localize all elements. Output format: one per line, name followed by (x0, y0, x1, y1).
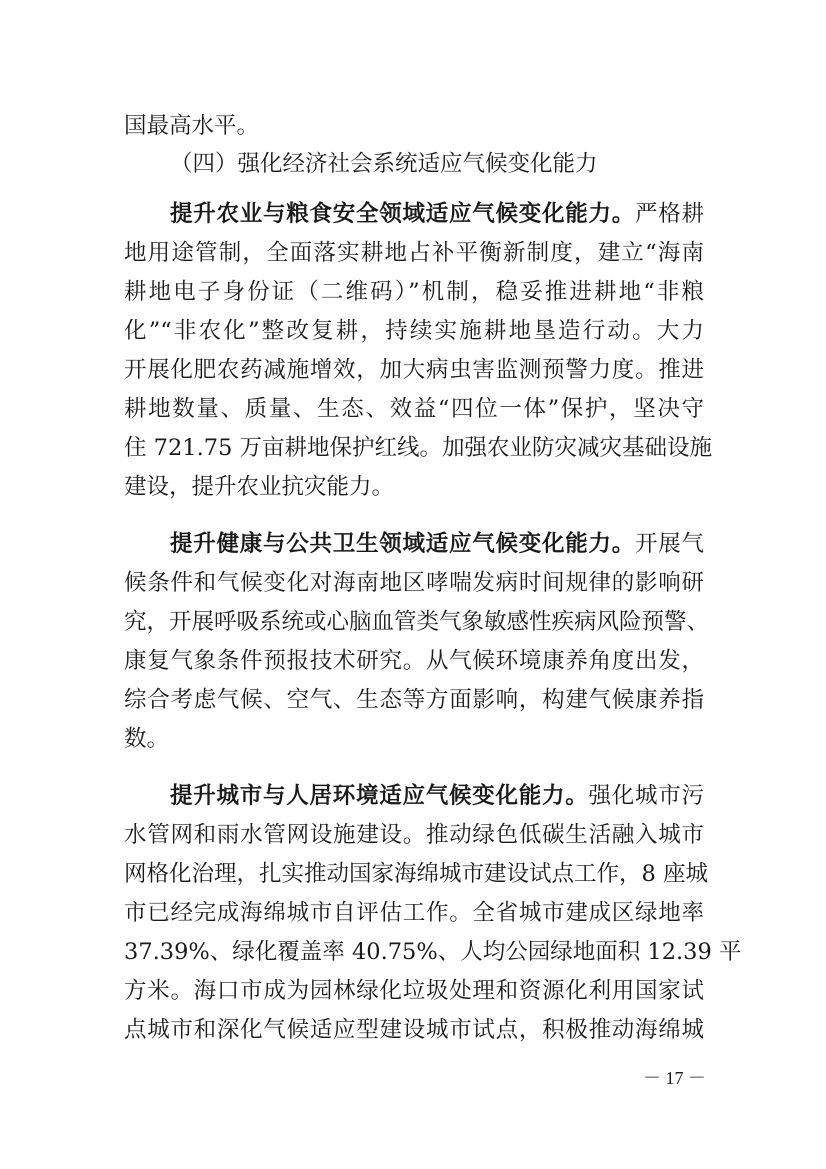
continuation-text: 国最高水平。 (124, 113, 260, 139)
paragraph-agriculture-line-7: 住 721.75 万亩耕地保护红线。加强农业防灾减灾基础设施 (124, 435, 713, 461)
paragraph-agriculture-title: 提升农业与粮食安全领域适应气候变化能力。 (170, 201, 635, 227)
paragraph-urban-line-2: 水管网和雨水管网设施建设。推动绿色低碳生活融入城市 (124, 822, 704, 848)
paragraph-health-line-2: 候条件和气候变化对海南地区哮喘发病时间规律的影响研 (124, 570, 704, 596)
paragraph-agriculture-line-3: 耕地电子身份证（二维码）”机制，稳妥推进耕地“非粮 (124, 279, 704, 305)
paragraph-agriculture-line-6: 耕地数量、质量、生态、效益“四位一体”保护，坚决守 (124, 396, 704, 422)
paragraph-health-title: 提升健康与公共卫生领域适应气候变化能力。 (170, 531, 635, 557)
paragraph-urban-line-4: 市已经完成海绵城市自评估工作。全省城市建成区绿地率 (124, 900, 704, 926)
page-number: － 17 － (643, 1068, 706, 1088)
paragraph-urban-title: 提升城市与人居环境适应气候变化能力。 (170, 783, 589, 809)
paragraph-agriculture-line-2: 地用途管制，全面落实耕地占补平衡新制度，建立“海南 (124, 240, 704, 266)
section-heading: （四）强化经济社会系统适应气候变化能力 (170, 151, 598, 177)
paragraph-health-line-5: 综合考虑气候、空气、生态等方面影响，构建气候康养指 (124, 687, 704, 713)
paragraph-urban-line-1: 提升城市与人居环境适应气候变化能力。强化城市污 (170, 783, 704, 809)
paragraph-health-line-1: 提升健康与公共卫生领域适应气候变化能力。开展气 (170, 531, 704, 557)
paragraph-urban-line-5: 37.39%、绿化覆盖率 40.75%、人均公园绿地面积 12.39 平 (124, 939, 742, 965)
paragraph-agriculture-line-5: 开展化肥农药减施增效，加大病虫害监测预警力度。推进 (124, 357, 704, 383)
paragraph-agriculture-line-1: 提升农业与粮食安全领域适应气候变化能力。严格耕 (170, 201, 704, 227)
paragraph-agriculture-line-8: 建设，提升农业抗灾能力。 (124, 474, 395, 500)
paragraph-health-line-3: 究，开展呼吸系统或心脑血管类气象敏感性疾病风险预警、 (124, 609, 710, 635)
paragraph-agriculture-line-4: 化”“非农化”整改复耕，持续实施耕地垦造行动。大力 (124, 318, 704, 344)
paragraph-health-line-4: 康复气象条件预报技术研究。从气候环境康养角度出发， (124, 648, 704, 674)
paragraph-urban-line-3: 网格化治理，扎实推动国家海绵城市建设试点工作，8 座城 (124, 861, 708, 887)
paragraph-urban-line-6: 方米。海口市成为园林绿化垃圾处理和资源化利用国家试 (124, 978, 704, 1004)
paragraph-urban-line-7: 点城市和深化气候适应型建设城市试点，积极推动海绵城 (124, 1017, 704, 1043)
paragraph-health-line-6: 数。 (124, 726, 170, 752)
